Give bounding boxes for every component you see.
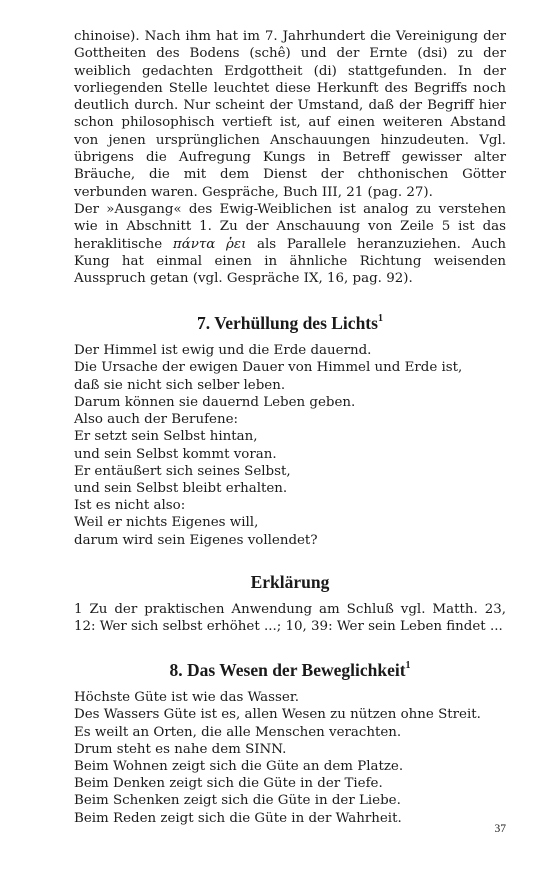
page-number: 37 [494,823,506,835]
section-7-footnote-mark: 1 [377,313,383,325]
verse-line: Darum können sie dauernd Leben geben. [74,394,356,410]
verse-line: Die Ursache der ewigen Dauer von Himmel und Erde ist, [74,360,463,376]
section-7-verse [74,342,506,548]
section-7-title [74,309,506,334]
greek-phrase: πάντα ῥει [172,236,247,252]
verse-line: Beim Schenken zeigt sich die Güte in der Liebe. [74,793,401,809]
intro-paragraph-2-end: als Parallele heranzuziehen. Auch Kung hat einmal einen in ähnliche Richtung weisenden Ausspruch getan (vgl. Gespräche IX, 16, pag. 92). [74,236,507,287]
verse-line: Drum steht es nahe dem SINN. [74,741,287,757]
verse-line: Des Wassers Güte ist es, allen Wesen zu nützen ohne Streit. [74,707,481,723]
verse-line: und sein Selbst kommt voran. [74,446,277,462]
section-8-footnote-mark: 1 [405,660,411,672]
section-8-title [74,656,506,681]
verse-line: Höchste Güte ist wie das Wasser. [74,690,300,706]
section-7-title-text: 7. Verhüllung des Lichts [197,313,378,334]
book-page [74,28,506,827]
intro-paragraph-2-start: Der »Ausgang« des Ewig-Weiblichen ist analog zu verstehen wie in Abschnitt 1. Zu der Anschauung von Zeile 5 ist das heraklitische [74,201,506,252]
explanation-note: 1 Zu der praktischen Anwendung am Schluß vgl. Matth. 23, 12: Wer sich selbst erhöhet ...; 10, 39: Wer sein Leben findet ... [74,601,506,635]
explanation-title: Erklärung [250,571,330,592]
verse-line: darum wird sein Eigenes vollendet? [74,532,318,548]
verse-line: Beim Denken zeigt sich die Güte in der Tiefe. [74,776,383,792]
verse-line: Beim Reden zeigt sich die Güte in der Wahrheit. [74,810,402,826]
section-8-title-text: 8. Das Wesen der Beweglichkeit [169,660,406,681]
intro-commentary [74,28,506,287]
verse-line: Also auch der Berufene: [74,412,239,428]
verse-line: Er entäußert sich seines Selbst, [74,463,291,479]
verse-line: Er setzt sein Selbst hintan, [74,429,258,445]
verse-line: Beim Wohnen zeigt sich die Güte an dem Platze. [74,758,404,774]
verse-line: daß sie nicht sich selber leben. [74,377,286,393]
verse-line: Der Himmel ist ewig und die Erde dauernd. [74,343,372,359]
intro-paragraph-1: chinoise). Nach ihm hat im 7. Jahrhundert die Vereinigung der Gottheiten des Bodens (schê) und der Ernte (dsi) zu der weiblich gedachten Erdgottheit (di) stattgefunden. In der vorliegenden Stelle leuchtet diese Herkunft des Begriffs noch deutlich durch. Nur scheint der Umstand, daß der Begriff hier schon philosophisch vertieft ist, auf einen weiteren Abstand von jenen ursprünglichen Anschauungen hinzudeuten. Vgl. übrigens die Aufregung Kungs in Betreff gewisser alter Bräuche, die mit dem Dienst der chthonischen Götter verbunden waren. Gespräche, Buch III, 21 (pag. 27). [74,29,506,200]
section-8-verse [74,689,506,827]
verse-line: und sein Selbst bleibt erhalten. [74,480,288,496]
intro-paragraph-2 [74,201,506,287]
verse-line: Es weilt an Orten, die alle Menschen verachten. [74,724,402,740]
verse-line: Ist es nicht also: [74,498,186,514]
verse-line: Weil er nichts Eigenes will, [74,515,259,531]
